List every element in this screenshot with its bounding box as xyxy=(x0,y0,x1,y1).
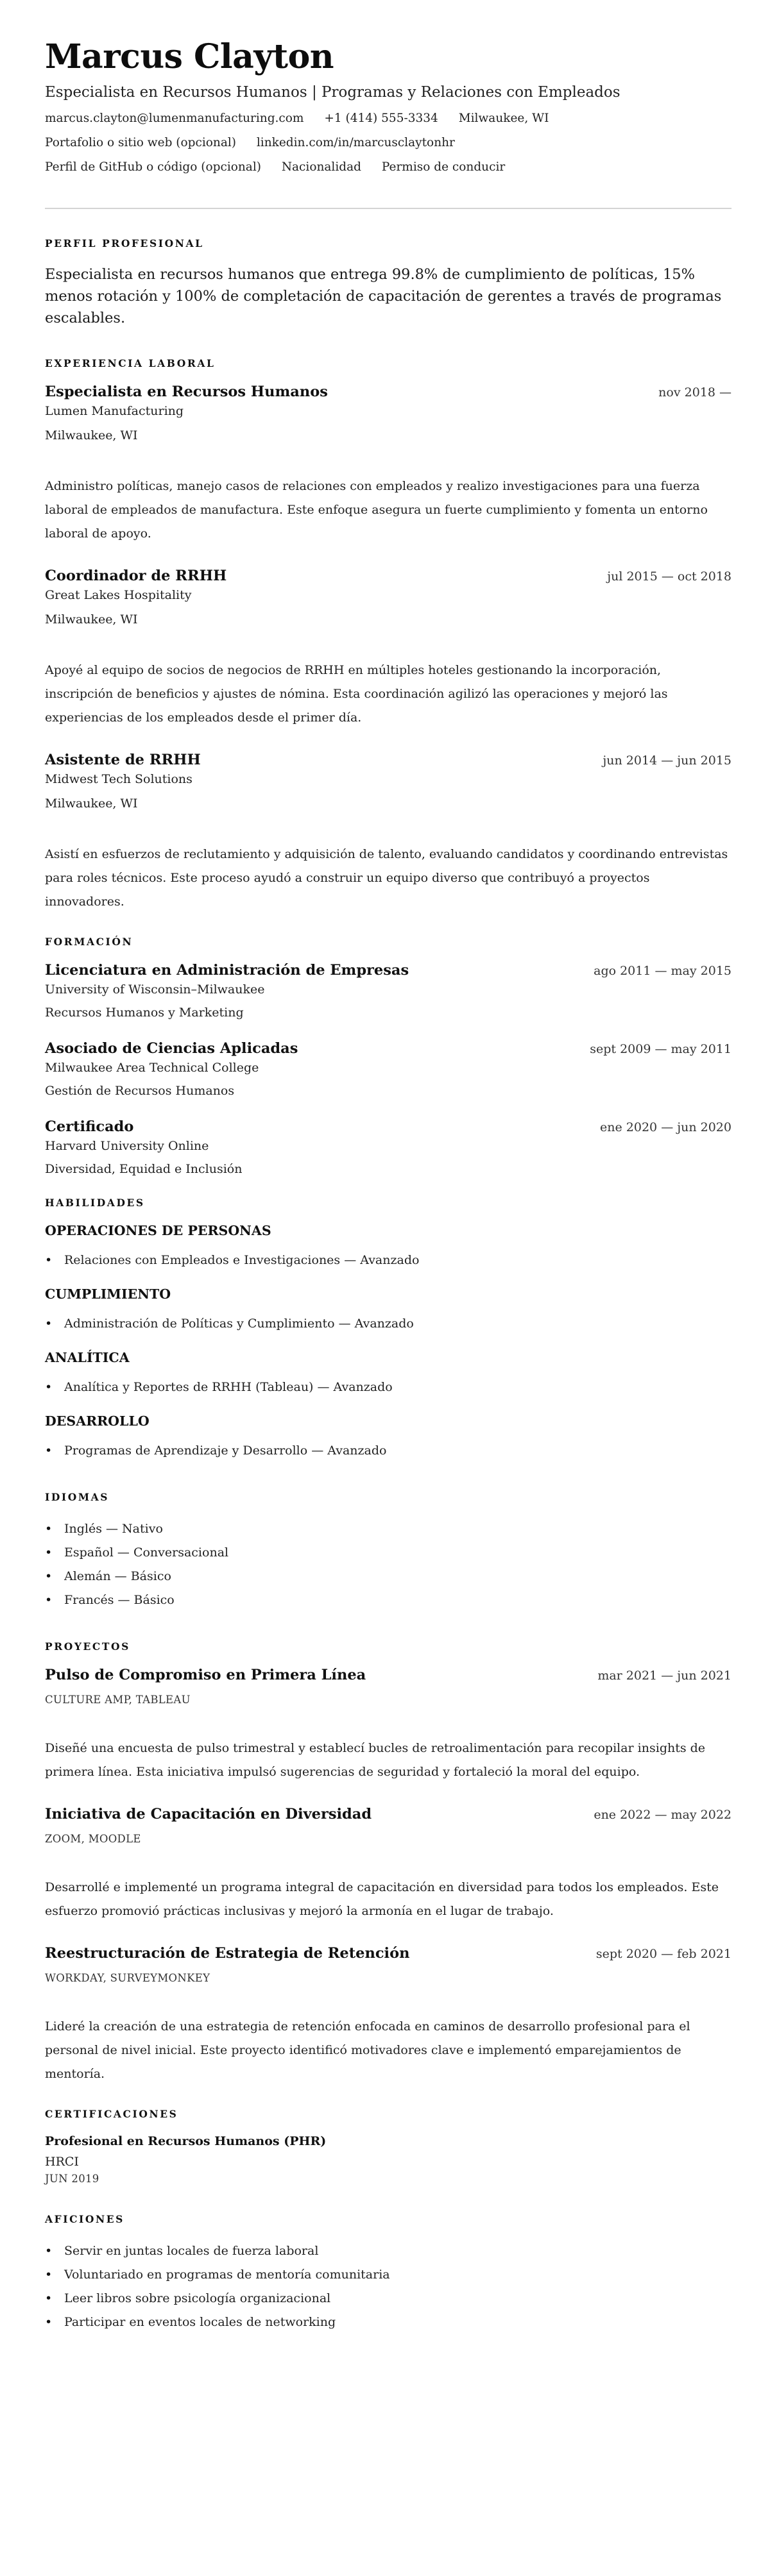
skill-group-title: DESARROLLO xyxy=(45,1413,150,1429)
skill-group-title: CUMPLIMIENTO xyxy=(45,1286,171,1302)
phone-number[interactable]: +1 (414) 555-3334 xyxy=(324,112,438,125)
job-dates: jun 2014 — jun 2015 xyxy=(603,753,732,768)
certification-name: Profesional en Recursos Humanos (PHR) xyxy=(45,2134,327,2148)
field-of-study: Diversidad, Equidad e Inclusión xyxy=(45,1162,243,1176)
language-item: • Francés — Básico xyxy=(45,1588,732,1612)
section-title-education: FORMACIÓN xyxy=(45,936,133,948)
github-link[interactable]: Perfil de GitHub o código (opcional) xyxy=(45,160,261,174)
project-tech: WORKDAY, SURVEYMONKEY xyxy=(45,1972,210,1984)
skill-item: • Programas de Aprendizaje y Desarrollo — Avanzado xyxy=(45,1439,732,1463)
company-name: Lumen Manufacturing xyxy=(45,404,184,418)
education-entry xyxy=(45,1118,732,1177)
certification-entry xyxy=(45,2134,732,2185)
skill-group-title: ANALÍTICA xyxy=(45,1350,130,1365)
job-title: Asistente de RRHH xyxy=(45,752,201,768)
project-tech: CULTURE AMP, TABLEAU xyxy=(45,1694,191,1706)
education-entry xyxy=(45,962,732,1021)
contact-row-3 xyxy=(45,159,732,176)
job-title: Coordinador de RRHH xyxy=(45,568,227,584)
projects-section xyxy=(45,1640,732,2086)
certification-date: JUN 2019 xyxy=(45,2173,99,2185)
hobby-item: • Participar en eventos locales de networking xyxy=(45,2311,732,2334)
school-name: Milwaukee Area Technical College xyxy=(45,1061,259,1075)
job-dates: jul 2015 — oct 2018 xyxy=(607,569,732,584)
project-description: Lideré la creación de una estrategia de retención enfocada en caminos de desarrollo profesional para el personal de nivel inicial. Este proyecto identificó motivadores clave e implementó emparejamientos de mentoría. xyxy=(45,2019,690,2081)
summary-text: Especialista en recursos humanos que entrega 99.8% de cumplimiento de políticas, 15% menos rotación y 100% de completación de capacitación de gerentes a través de programas escalables. xyxy=(45,266,722,326)
job-dates: nov 2018 — xyxy=(658,385,732,400)
job-title: Especialista en Recursos Humanos xyxy=(45,383,328,400)
skill-group-title: OPERACIONES DE PERSONAS xyxy=(45,1223,271,1238)
skill-list xyxy=(45,1376,732,1399)
degree-title: Licenciatura en Administración de Empresas xyxy=(45,962,409,979)
language-item: • Inglés — Nativo xyxy=(45,1517,732,1541)
hobby-list xyxy=(45,2239,732,2334)
certifications-section xyxy=(45,2108,732,2185)
email-link[interactable]: marcus.clayton@lumenmanufacturing.com xyxy=(45,112,304,125)
skill-list xyxy=(45,1312,732,1336)
skill-list xyxy=(45,1439,732,1463)
contact-row-1 xyxy=(45,110,732,127)
nationality-text: Nacionalidad xyxy=(281,160,361,174)
hobby-item: • Servir en juntas locales de fuerza laboral xyxy=(45,2239,732,2263)
experience-entry xyxy=(45,383,732,546)
job-description: Administro políticas, manejo casos de relaciones con empleados y realizo investigaciones para una fuerza laboral de empleados de manufactura. Este enfoque asegura un fuerte cumplimiento y fomenta un entorno laboral de apoyo. xyxy=(45,479,708,541)
skill-item: • Relaciones con Empleados e Investigaciones — Avanzado xyxy=(45,1249,732,1272)
header-divider xyxy=(45,208,732,209)
education-dates: sept 2009 — may 2011 xyxy=(590,1042,732,1056)
degree-title: Certificado xyxy=(45,1118,134,1135)
company-name: Great Lakes Hospitality xyxy=(45,588,192,602)
candidate-headline: Especialista en Recursos Humanos | Programas y Relaciones con Empleados xyxy=(45,84,620,101)
project-entry xyxy=(45,1945,732,2086)
project-description: Desarrollé e implementé un programa integral de capacitación en diversidad para todos los empleados. Este esfuerzo promovió prácticas inclusivas y mejoró la armonía en el lugar de trabajo. xyxy=(45,1880,719,1918)
job-description: Asistí en esfuerzos de reclutamiento y adquisición de talento, evaluando candidatos y coordinando entrevistas para roles técnicos. Este proceso ayudó a construir un equipo diverso que contribuyó a proyectos innovadores. xyxy=(45,847,728,909)
candidate-name: Marcus Clayton xyxy=(45,37,334,76)
project-tech: ZOOM, MOODLE xyxy=(45,1833,141,1845)
hobbies-section xyxy=(45,2213,732,2334)
summary-section xyxy=(45,237,732,329)
company-name: Midwest Tech Solutions xyxy=(45,772,193,786)
contact-row-2 xyxy=(45,135,732,151)
project-name: Reestructuración de Estrategia de Retención xyxy=(45,1945,410,1962)
project-entry xyxy=(45,1667,732,1784)
experience-entry xyxy=(45,568,732,730)
project-description: Diseñé una encuesta de pulso trimestral y establecí bucles de retroalimentación para recopilar insights de primera línea. Esta iniciativa impulsó sugerencias de seguridad y fortaleció la moral del equipo. xyxy=(45,1741,706,1779)
experience-entry xyxy=(45,752,732,914)
experience-section xyxy=(45,357,732,914)
school-name: Harvard University Online xyxy=(45,1139,209,1153)
section-title-certifications: CERTIFICACIONES xyxy=(45,2108,178,2120)
education-dates: ago 2011 — may 2015 xyxy=(594,964,732,978)
project-dates: sept 2020 — feb 2021 xyxy=(595,1947,732,1961)
field-of-study: Gestión de Recursos Humanos xyxy=(45,1084,235,1098)
job-location: Milwaukee, WI xyxy=(45,796,138,811)
section-title-skills: HABILIDADES xyxy=(45,1197,145,1209)
linkedin-link[interactable]: linkedin.com/in/marcusclaytonhr xyxy=(256,136,455,149)
project-name: Pulso de Compromiso en Primera Línea xyxy=(45,1667,366,1683)
education-dates: ene 2020 — jun 2020 xyxy=(600,1120,732,1134)
certification-issuer: HRCI xyxy=(45,2155,79,2169)
driving-license-text: Permiso de conducir xyxy=(381,160,506,174)
section-title-projects: PROYECTOS xyxy=(45,1640,130,1653)
school-name: University of Wisconsin–Milwaukee xyxy=(45,982,265,997)
section-title-hobbies: AFICIONES xyxy=(45,2213,124,2225)
job-location: Milwaukee, WI xyxy=(45,428,138,442)
location-text: Milwaukee, WI xyxy=(458,112,549,125)
section-title-experience: EXPERIENCIA LABORAL xyxy=(45,357,216,369)
education-entry xyxy=(45,1040,732,1099)
skill-item: • Analítica y Reportes de RRHH (Tableau) — Avanzado xyxy=(45,1376,732,1399)
section-title-summary: PERFIL PROFESIONAL xyxy=(45,237,204,249)
job-description: Apoyé al equipo de socios de negocios de RRHH en múltiples hoteles gestionando la incorporación, inscripción de beneficios y ajustes de nómina. Esta coordinación agilizó las operaciones y mejoró las experiencias de los empleados desde el primer día. xyxy=(45,663,668,725)
skill-item: • Administración de Políticas y Cumplimiento — Avanzado xyxy=(45,1312,732,1336)
resume-header xyxy=(45,37,732,176)
project-name: Iniciativa de Capacitación en Diversidad xyxy=(45,1806,372,1823)
project-dates: ene 2022 — may 2022 xyxy=(594,1808,732,1822)
job-location: Milwaukee, WI xyxy=(45,612,138,627)
skills-section xyxy=(45,1197,732,1463)
project-entry xyxy=(45,1806,732,1923)
education-section xyxy=(45,936,732,1177)
hobby-item: • Leer libros sobre psicología organizacional xyxy=(45,2287,732,2311)
section-title-languages: IDIOMAS xyxy=(45,1491,110,1503)
project-dates: mar 2021 — jun 2021 xyxy=(597,1669,732,1683)
language-list xyxy=(45,1517,732,1612)
degree-title: Asociado de Ciencias Aplicadas xyxy=(45,1040,298,1057)
skill-list xyxy=(45,1249,732,1272)
language-item: • Español — Conversacional xyxy=(45,1541,732,1565)
field-of-study: Recursos Humanos y Marketing xyxy=(45,1006,244,1020)
language-item: • Alemán — Básico xyxy=(45,1565,732,1588)
languages-section xyxy=(45,1491,732,1612)
portfolio-link[interactable]: Portafolio o sitio web (opcional) xyxy=(45,136,236,149)
hobby-item: • Voluntariado en programas de mentoría comunitaria xyxy=(45,2263,732,2287)
